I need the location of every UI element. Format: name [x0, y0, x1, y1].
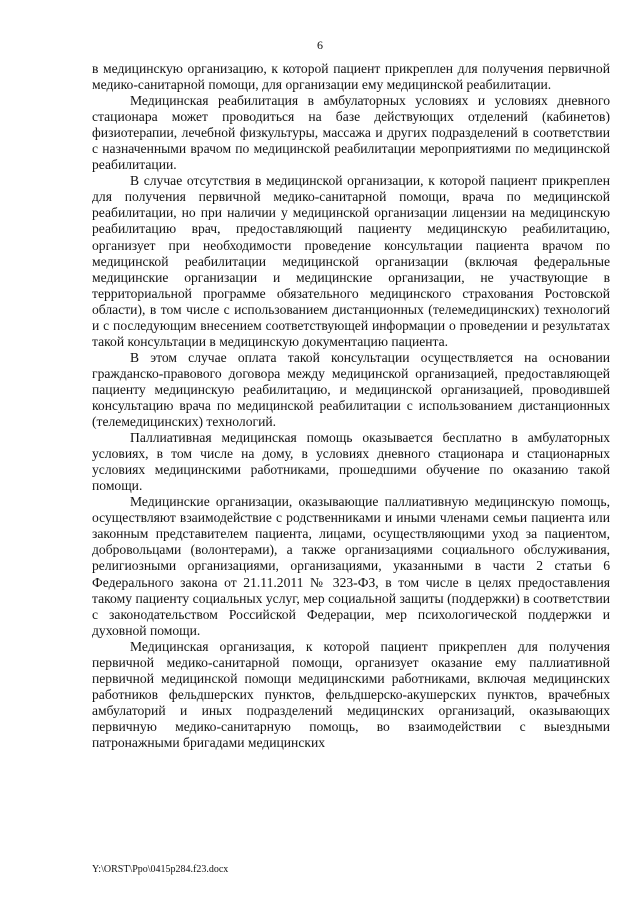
paragraph-rehabilitation-consultation: В случае отсутствия в медицинской организации, к которой пациент прикреплен для получения первичной медико-санитарной помощи, врача по медицинской реабилитации, но при наличии у медицинской организации лицензии на медицинскую реабилитацию врач, предоставляющий пациенту медицинскую реабилитацию, организует при необходимости проведение консультации пациента врачом по медицинской реабилитации медицинской организации (включая федеральные медицинские организации и медицинские организации, не участвующие в территориальной программе обязательного медицинского страхования Ростовской области), в том числе с использованием дистанционных (телемедицинских) технологий и с последующим внесением соответствующей информации о проведении и результатах такой консультации в медицинскую документацию пациента.: [92, 173, 610, 349]
page-number: 6: [317, 38, 323, 52]
document-body: [92, 61, 610, 751]
paragraph-palliative-organization: Медицинская организация, к которой пациент прикреплен для получения первичной медико-санитарной помощи, организует оказание ему паллиативной первичной медицинской помощи медицинскими работниками, включая медицинских работников фельдшерских пунктов, фельдшерско-акушерских пунктов, врачебных амбулаторий и иных подразделений медицинских организаций, оказывающих первичную медико-санитарную помощь, во взаимодействии с выездными патронажными бригадами медицинских: [92, 638, 610, 750]
paragraph-rehabilitation-outpatient: Медицинская реабилитация в амбулаторных условиях и условиях дневного стационара может проводиться на базе действующих отделений (кабинетов) физиотерапии, лечебной физкультуры, массажа и других подразделений в соответствии с назначенными врачом по медицинской реабилитации мероприятиями по медицинской реабилитации.: [92, 93, 610, 173]
paragraph-consultation-payment: В этом случае оплата такой консультации осуществляется на основании гражданско-правового договора между медицинской организацией, предоставляющей пациенту медицинскую реабилитацию, и медицинской организацией, проводившей консультацию врача по медицинской реабилитации с использованием дистанционных (телемедицинских) технологий.: [92, 349, 610, 430]
paragraph-continuation: в медицинскую организацию, к которой пациент прикреплен для получения первичной медико-санитарной помощи, для организации ему медицинской реабилитации.: [92, 61, 610, 93]
file-path-footer: Y:\ORST\Ppo\0415p284.f23.docx: [92, 864, 229, 875]
paragraph-palliative-interaction: Медицинские организации, оказывающие паллиативную медицинскую помощь, осуществляют взаимодействие с родственниками и иными членами семьи пациента или законным представителем пациента, лицами, осуществляющими уход за пациентом, добровольцами (волонтерами), а также организациями социального обслуживания, религиозными организациями, организациями, указанными в части 2 статьи 6 Федерального закона от 21.11.2011 № 323-ФЗ, в том числе в целях предоставления такому пациенту социальных услуг, мер социальной защиты (поддержки) в соответствии с законодательством Российской Федерации, мер психологической поддержки и духовной помощи.: [92, 494, 610, 638]
paragraph-palliative-care: Паллиативная медицинская помощь оказывается бесплатно в амбулаторных условиях, в том числе на дому, в условиях дневного стационара и стационарных условиях медицинскими работниками, прошедшими обучение по оказанию такой помощи.: [92, 430, 610, 494]
